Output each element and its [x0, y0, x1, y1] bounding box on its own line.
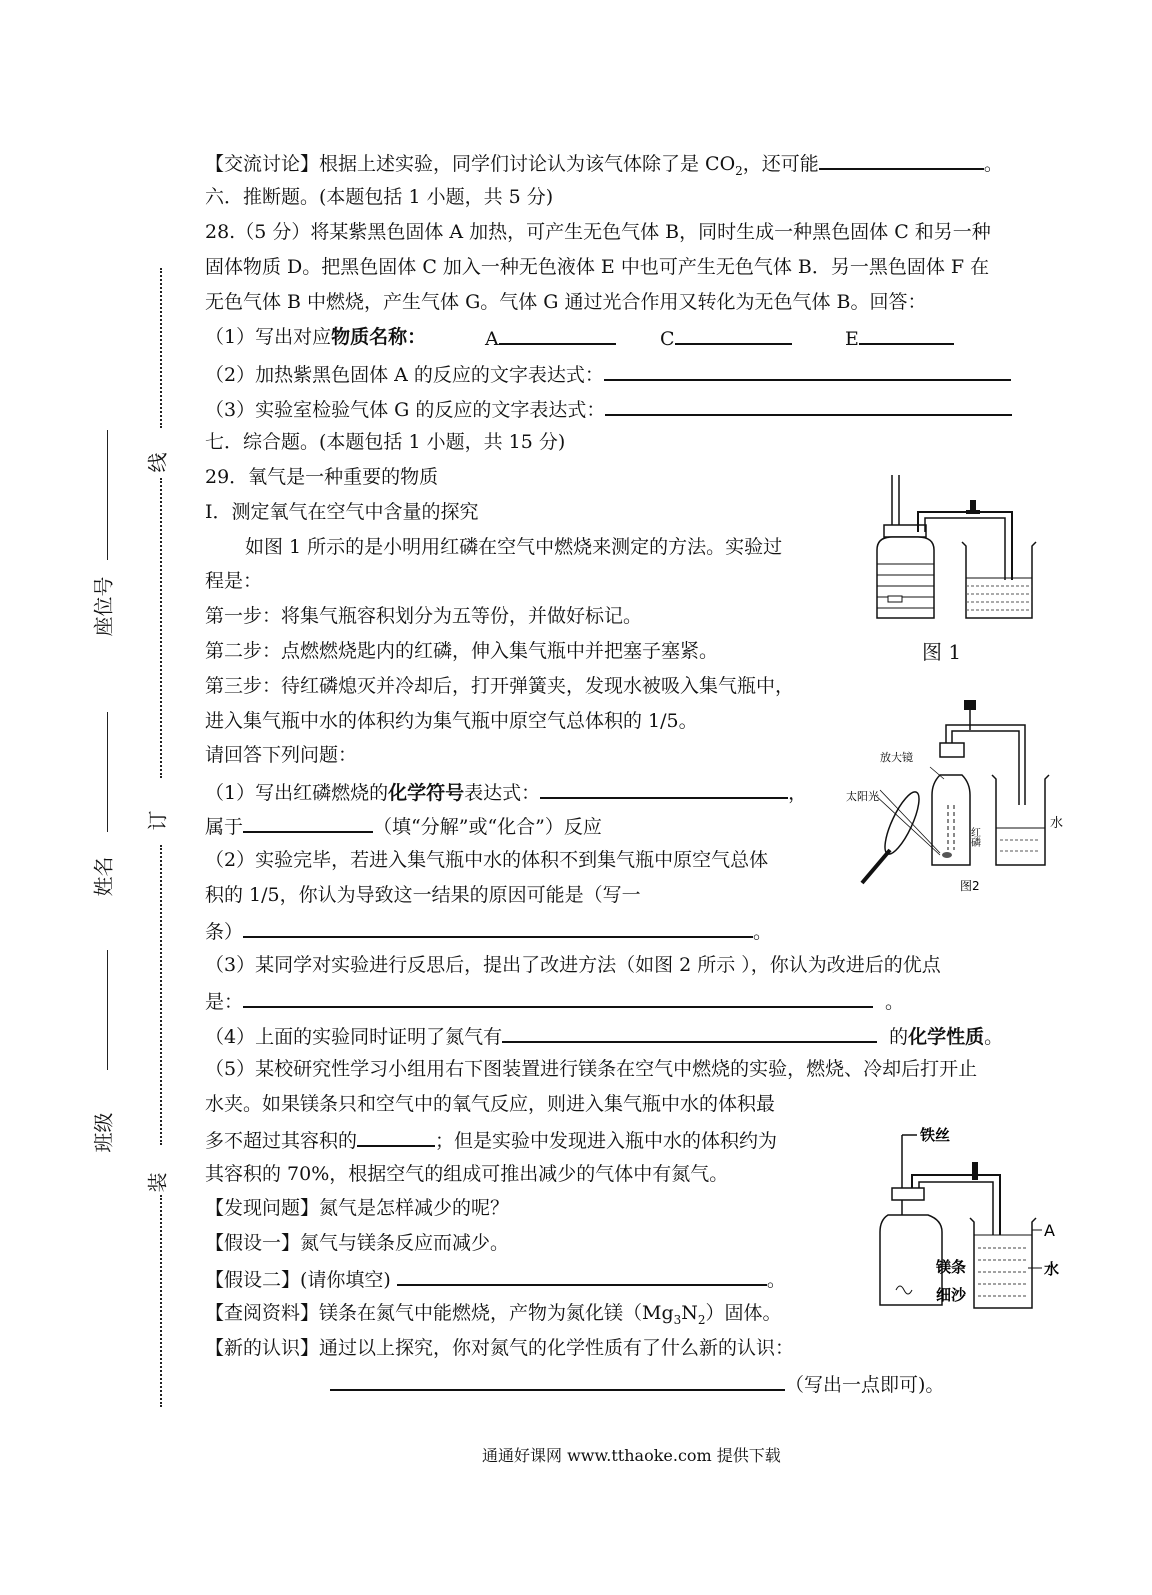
- line-exchange-discussion: 【交流讨论】根据上述实验，同学们讨论认为该气体除了是 $CO_2$，还可能 。: [205, 150, 1003, 183]
- q28-blank-A-line: A: [485, 325, 616, 351]
- figure-1-caption: 图 1: [922, 640, 962, 664]
- q29-sub5-b: 水夹。如果镁条只和空气中的氧气反应，则进入集气瓶中水的体积最: [205, 1093, 776, 1115]
- answer-blank-a-reaction[interactable]: [604, 361, 1011, 381]
- q29-step-3b: 进入集气瓶中水的体积约为集气瓶中原空气总体积的 1/5。: [205, 710, 698, 732]
- answer-blank-gas[interactable]: [819, 150, 984, 170]
- figure-3-label-mg: 镁条: [936, 1258, 967, 1276]
- answer-blank-A[interactable]: [499, 325, 616, 345]
- figure-3-label-A: A: [1044, 1221, 1055, 1240]
- q28-blank-C-line: C: [660, 325, 792, 351]
- figure-3-label-sand: 细沙: [936, 1286, 967, 1304]
- q29-sub3-b: 是： 。: [205, 988, 904, 1014]
- figure-2-label-water: 水: [1050, 816, 1064, 831]
- binding-dotted-line-top: [160, 268, 162, 428]
- q28-part3: （3）实验室检验气体 G 的反应的文字表达式：: [205, 396, 1012, 422]
- answer-blank-reaction-type[interactable]: [243, 813, 373, 833]
- q29-part1-title: Ⅰ．测定氧气在空气中含量的探究: [205, 501, 479, 523]
- seat-field-line: [107, 430, 108, 560]
- q29-sub2-b: 积的 1/5，你认为导致这一结果的原因可能是（写一: [205, 884, 641, 906]
- figure-2-label-lens: 放大镜: [880, 751, 913, 764]
- name-label: 姓名: [91, 856, 116, 897]
- answer-blank-hypothesis[interactable]: [397, 1266, 767, 1286]
- q29-step-2: 第二步：点燃燃烧匙内的红磷，伸入集气瓶中并把塞子塞紧。: [205, 640, 719, 662]
- q29-sub1: （1）写出红磷燃烧的化学符号表达式： ，: [205, 779, 807, 805]
- binding-dotted-line-low: [160, 845, 162, 1145]
- q29-answer-prompt: 请回答下列问题：: [205, 744, 358, 766]
- q28-line-3: 无色气体 B 中燃烧，产生气体 G。气体 G 通过光合作用又转化为无色气体 B。回答：: [205, 291, 927, 313]
- new-understanding-answer: （写出一点即可)。: [330, 1371, 944, 1397]
- answer-blank-phosphorus-equation[interactable]: [540, 779, 788, 799]
- class-label: 班级: [91, 1112, 116, 1153]
- q29-sub4: （4）上面的实验同时证明了氮气有 的化学性质。: [205, 1023, 1003, 1049]
- q28-part2: （2）加热紫黑色固体 A 的反应的文字表达式：: [205, 361, 1011, 387]
- q28-part1: （1）写出对应物质名称：: [205, 326, 427, 348]
- q29-step-3a: 第三步：待红磷熄灭并冷却后，打开弹簧夹，发现水被吸入集气瓶中，: [205, 675, 795, 697]
- hypothesis-1: 【假设一】氮气与镁条反应而减少。: [205, 1232, 510, 1254]
- binding-char-zhuang: 装: [145, 1172, 170, 1193]
- binding-char-ding: 订: [145, 810, 170, 831]
- binding-char-line: 线: [145, 452, 170, 473]
- figure-3-label-wire: 铁丝: [920, 1126, 951, 1144]
- figure-2-label-phosphorus: 红磷: [968, 827, 980, 847]
- q28-line-2: 固体物质 D。把黑色固体 C 加入一种无色液体 E 中也可产生无色气体 B．另一黑色固体 F 在: [205, 256, 990, 278]
- figure-1: [862, 470, 1072, 670]
- new-understanding: 【新的认识】通过以上探究，你对氮气的化学性质有了什么新的认识：: [205, 1337, 795, 1359]
- page-footer: 通通好课网 www.tthaoke.com 提供下载: [482, 1446, 781, 1465]
- q28-line-1: 28.（5 分）将某紫黑色固体 A 加热，可产生无色气体 B，同时生成一种黑色固体 C 和另一种: [205, 221, 991, 243]
- figure-2: [840, 695, 1085, 895]
- q29-sub1-type: 属于 （填“分解”或“化合”）反应: [205, 813, 602, 839]
- seat-label: 座位号: [91, 576, 116, 637]
- hypothesis-2: 【假设二】(请你填空) 。: [205, 1266, 786, 1292]
- answer-blank-nitrogen-property[interactable]: [502, 1023, 877, 1043]
- answer-blank-E[interactable]: [859, 325, 954, 345]
- figure-2-caption: 图2: [960, 879, 980, 893]
- q29-sub5-a: （5）某校研究性学习小组用右下图装置进行镁条在空气中燃烧的实验，燃烧、冷却后打开止: [205, 1058, 978, 1080]
- reference-info: 【查阅资料】镁条在氮气中能燃烧，产物为氮化镁$(Mg_3N_2)$固体。: [205, 1302, 782, 1327]
- section-six-title: 六．推断题。(本题包括 1 小题，共 5 分): [205, 186, 554, 208]
- answer-blank-g-test[interactable]: [605, 396, 1012, 416]
- q29-intro-1: 如图 1 所示的是小明用红磷在空气中燃烧来测定的方法。实验过: [245, 536, 783, 558]
- binding-dotted-line-bottom: [160, 1195, 162, 1407]
- q29-step-1: 第一步：将集气瓶容积划分为五等份，并做好标记。: [205, 605, 643, 627]
- find-problem: 【发现问题】氮气是怎样减少的呢？: [205, 1197, 510, 1219]
- name-field-line: [107, 712, 108, 832]
- answer-blank-advantage[interactable]: [243, 988, 873, 1008]
- section-seven-title: 七．综合题。(本题包括 1 小题，共 15 分): [205, 431, 566, 453]
- q29-intro-2: 程是：: [205, 570, 263, 592]
- q29-sub2-a: （2）实验完毕，若进入集气瓶中水的体积不到集气瓶中原空气总体: [205, 849, 769, 871]
- answer-blank-reason[interactable]: [243, 918, 753, 938]
- q29-sub5-c: 多不超过其容积的 ；但是实验中发现进入瓶中水的体积约为: [205, 1127, 777, 1153]
- q29-sub2-c: 条） 。: [205, 918, 772, 944]
- answer-blank-max-volume[interactable]: [357, 1127, 435, 1147]
- figure-3-label-water: 水: [1044, 1260, 1060, 1278]
- answer-blank-C[interactable]: [675, 325, 792, 345]
- q28-blank-E-line: E: [845, 325, 954, 351]
- figure-3: [872, 1120, 1072, 1330]
- binding-dotted-line-mid: [160, 478, 162, 778]
- q29-title: 29．氧气是一种重要的物质: [205, 466, 439, 488]
- answer-blank-understanding[interactable]: [330, 1371, 785, 1391]
- q29-sub5-d: 其容积的 70%，根据空气的组成可推出减少的气体中有氮气。: [205, 1163, 729, 1185]
- figure-2-label-sun: 太阳光: [846, 790, 879, 803]
- class-field-line: [107, 950, 108, 1070]
- q29-sub3-a: （3）某同学对实验进行反思后，提出了改进方法（如图 2 所示 ），你认为改进后的优点: [205, 954, 941, 976]
